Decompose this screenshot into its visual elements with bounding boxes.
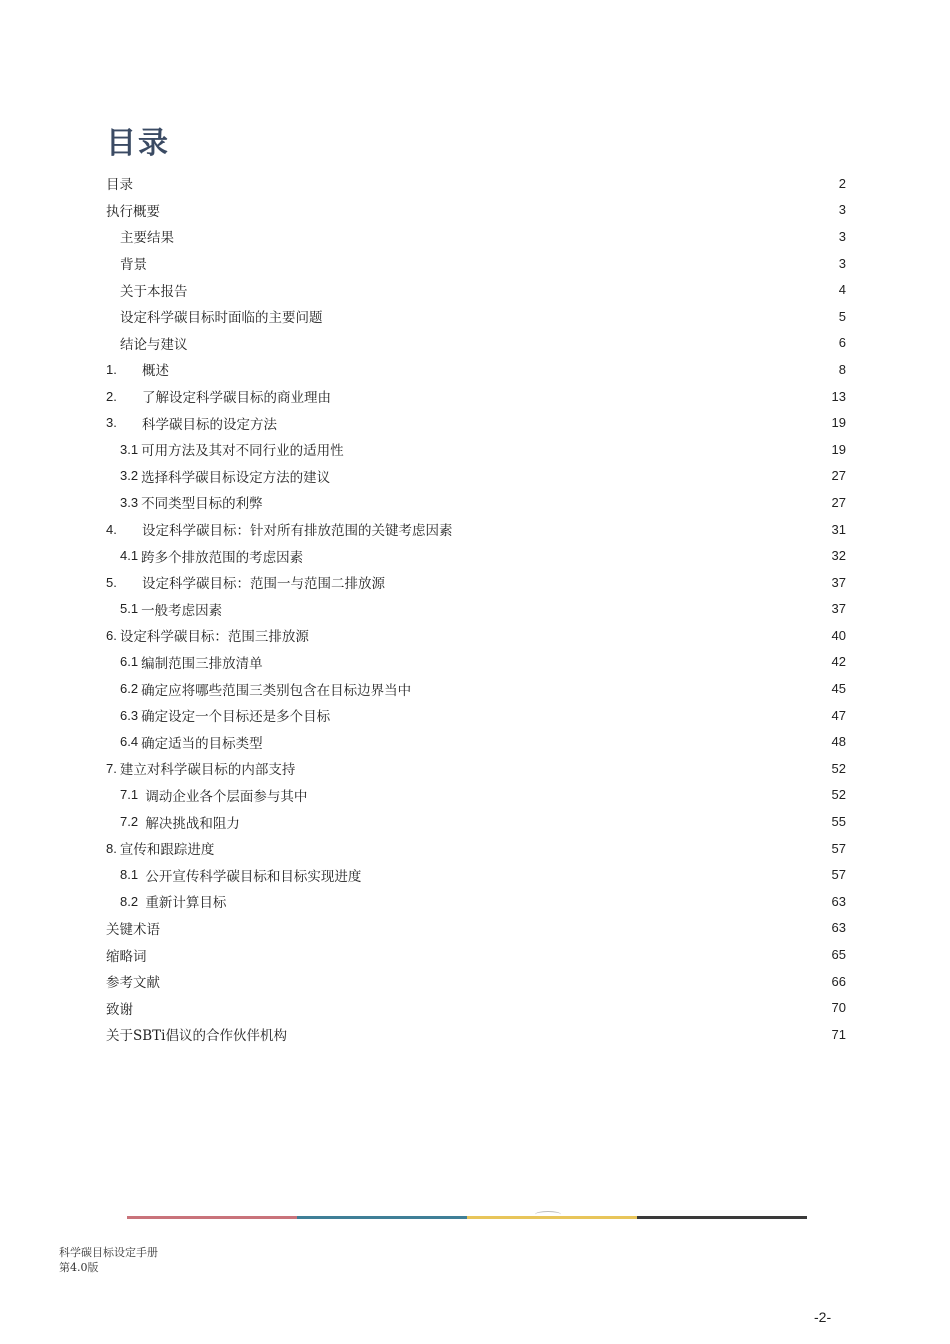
toc-entry-label xyxy=(106,359,169,379)
toc-entry-title: 确定适当的目标类型 xyxy=(141,735,263,752)
toc-entry-page: 40 xyxy=(831,627,846,643)
toc-entry[interactable] xyxy=(106,276,846,303)
toc-entry[interactable] xyxy=(106,915,846,942)
toc-entry-number: 2. xyxy=(106,388,117,404)
toc-entry[interactable] xyxy=(106,649,846,676)
toc-entry[interactable] xyxy=(106,330,846,357)
toc-entry-title: 不同类型目标的利弊 xyxy=(141,496,263,513)
toc-entry-label xyxy=(106,546,303,566)
toc-entry[interactable] xyxy=(106,702,846,729)
toc-entry-title: 执行概要 xyxy=(106,203,160,220)
footer-color-rule xyxy=(127,1216,807,1219)
toc-entry[interactable] xyxy=(106,223,846,250)
toc-entry-title: 解决挑战和阻力 xyxy=(141,815,240,832)
toc-entry[interactable] xyxy=(106,941,846,968)
toc-entry-page: 52 xyxy=(831,760,846,776)
toc-entry-title: 调动企业各个层面参与其中 xyxy=(141,788,308,805)
toc-entry-title: 公开宣传科学碳目标和目标实现进度 xyxy=(141,868,362,885)
toc-entry[interactable] xyxy=(106,489,846,516)
toc-entry-number: 6.4 xyxy=(120,734,139,750)
toc-entry-title: 致谢 xyxy=(106,1001,133,1018)
toc-entry[interactable] xyxy=(106,383,846,410)
toc-entry-label xyxy=(106,439,344,459)
toc-entry-title: 了解设定科学碳目标的商业理由 xyxy=(142,390,331,407)
toc-entry-title: 设定科学碳目标：针对所有排放范围的关键考虑因素 xyxy=(142,523,453,540)
toc-entry[interactable] xyxy=(106,303,846,330)
toc-entry-title: 目录 xyxy=(106,177,133,194)
toc-entry[interactable] xyxy=(106,994,846,1021)
toc-entry-title: 设定科学碳目标：范围三排放源 xyxy=(119,629,309,646)
toc-entry-label xyxy=(106,865,361,885)
toc-entry-title: 主要结果 xyxy=(120,230,174,247)
toc-entry-number: 3. xyxy=(106,415,117,431)
toc-entry-label xyxy=(106,333,188,353)
toc-entry-page: 8 xyxy=(838,361,846,377)
footer-version: 第4.0版 xyxy=(59,1261,99,1274)
toc-entry-label xyxy=(106,758,295,778)
rule-segment-2 xyxy=(297,1216,467,1219)
toc-entry-number: 3.2 xyxy=(120,468,139,484)
toc-entry-number: 4.1 xyxy=(120,548,139,564)
footer-doc-title: 科学碳目标设定手册 xyxy=(59,1246,158,1259)
toc-entry-label xyxy=(106,1024,287,1044)
toc-entry-title: 科学碳目标的设定方法 xyxy=(142,416,277,433)
toc-entry-number: 7. xyxy=(106,760,117,776)
toc-entry-number: 6.1 xyxy=(120,654,139,670)
toc-entry-number: 5.1 xyxy=(120,601,139,617)
toc-entry-page: 19 xyxy=(831,441,846,457)
toc-entry[interactable] xyxy=(106,675,846,702)
toc-entry-number: 3.1 xyxy=(120,441,139,457)
toc-entry[interactable] xyxy=(106,968,846,995)
toc-entry-page: 6 xyxy=(838,335,846,351)
toc-entry-label xyxy=(106,572,385,592)
toc-entry-number: 5. xyxy=(106,574,117,590)
toc-entry-page: 57 xyxy=(831,840,846,856)
footer-rule-ornament xyxy=(535,1211,561,1218)
toc-entry-page: 27 xyxy=(831,468,846,484)
toc-entry-title: 跨多个排放范围的考虑因素 xyxy=(141,549,304,566)
toc-entry-page: 42 xyxy=(831,654,846,670)
toc-entry-label xyxy=(106,732,263,752)
toc-entry-page: 13 xyxy=(831,388,846,404)
toc-entry-page: 19 xyxy=(831,415,846,431)
toc-entry-label xyxy=(106,466,330,486)
toc-entry-title: 设定科学碳目标：范围一与范围二排放源 xyxy=(142,576,385,593)
toc-entry-title: 编制范围三排放清单 xyxy=(141,655,263,672)
toc-entry-number: 4. xyxy=(106,521,117,537)
toc-entry-title: 宣传和跟踪进度 xyxy=(119,842,215,859)
toc-entry-title: 背景 xyxy=(120,257,147,274)
toc-entry[interactable] xyxy=(106,596,846,623)
toc-entry-page: 31 xyxy=(831,521,846,537)
toc-entry[interactable] xyxy=(106,782,846,809)
toc-entry-title: 一般考虑因素 xyxy=(141,602,223,619)
toc-entry-label xyxy=(106,785,307,805)
toc-entry[interactable] xyxy=(106,250,846,277)
toc-entry-number: 8.1 xyxy=(120,867,139,883)
toc-entry-label xyxy=(106,998,133,1018)
toc-entry-label xyxy=(106,599,222,619)
toc-entry-title: 选择科学碳目标设定方法的建议 xyxy=(141,469,331,486)
toc-entry-label xyxy=(106,679,411,699)
toc-entry-label xyxy=(106,173,133,193)
toc-entry-title: 关于本报告 xyxy=(120,283,188,300)
page-number: -2- xyxy=(814,1309,832,1325)
toc-entry-number: 8.2 xyxy=(120,893,139,909)
toc-entry-label xyxy=(106,306,323,326)
toc-entry-page: 3 xyxy=(838,202,846,218)
toc-entry[interactable] xyxy=(106,436,846,463)
toc-entry[interactable] xyxy=(106,197,846,224)
toc-entry[interactable] xyxy=(106,356,846,383)
toc-entry[interactable] xyxy=(106,622,846,649)
toc-entry-label xyxy=(106,705,330,725)
rule-segment-4 xyxy=(637,1216,807,1219)
toc-entry-title: 关于SBTi倡议的合作伙伴机构 xyxy=(106,1028,287,1045)
toc-entry[interactable] xyxy=(106,542,846,569)
toc-entry-page: 48 xyxy=(831,734,846,750)
toc-entry-page: 2 xyxy=(838,175,846,191)
toc-entry-page: 5 xyxy=(838,308,846,324)
toc-entry[interactable] xyxy=(106,861,846,888)
toc-entry-number: 6.2 xyxy=(120,681,139,697)
toc-entry-page: 32 xyxy=(831,548,846,564)
rule-segment-1 xyxy=(127,1216,297,1219)
toc-entry-page: 4 xyxy=(838,282,846,298)
toc-entry-label xyxy=(106,918,160,938)
toc-entry-title: 关键术语 xyxy=(106,921,160,938)
toc-entry-label xyxy=(106,625,309,645)
toc-entry-page: 3 xyxy=(838,255,846,271)
toc-entry-title: 缩略词 xyxy=(106,948,147,965)
toc-entry-page: 66 xyxy=(831,973,846,989)
toc-entry-number: 7.1 xyxy=(120,787,139,803)
toc-entry-page: 47 xyxy=(831,707,846,723)
toc-entry[interactable] xyxy=(106,755,846,782)
toc-entry[interactable] xyxy=(106,516,846,543)
toc-entry-label xyxy=(106,519,453,539)
toc-entry-page: 57 xyxy=(831,867,846,883)
toc-entry-page: 37 xyxy=(831,601,846,617)
toc-entry-title: 概述 xyxy=(142,363,169,380)
toc-entry-page: 71 xyxy=(831,1026,846,1042)
toc-entry-page: 70 xyxy=(831,1000,846,1016)
toc-entry-label xyxy=(106,945,147,965)
toc-entry-page: 27 xyxy=(831,494,846,510)
toc-entry[interactable] xyxy=(106,463,846,490)
toc-entry[interactable] xyxy=(106,170,846,197)
toc-entry-label xyxy=(106,838,214,858)
toc-entry-label xyxy=(106,413,277,433)
toc-entry-number: 6. xyxy=(106,627,117,643)
toc-entry-page: 3 xyxy=(838,228,846,244)
toc-entry-number: 7.2 xyxy=(120,814,139,830)
toc-entry[interactable] xyxy=(106,888,846,915)
toc-entry-page: 65 xyxy=(831,947,846,963)
toc-entry-page: 55 xyxy=(831,814,846,830)
toc-entry-page: 45 xyxy=(831,681,846,697)
toc-entry-title: 设定科学碳目标时面临的主要问题 xyxy=(120,310,323,327)
toc-entry[interactable] xyxy=(106,808,846,835)
footer-info xyxy=(59,1245,158,1275)
toc-entry-page: 63 xyxy=(831,893,846,909)
toc-entry-label xyxy=(106,226,174,246)
toc-entry-label xyxy=(106,386,331,406)
toc-entry-number: 1. xyxy=(106,361,117,377)
toc-entry[interactable] xyxy=(106,835,846,862)
toc-entry[interactable] xyxy=(106,728,846,755)
toc-entry-label xyxy=(106,280,188,300)
toc-entry-title: 结论与建议 xyxy=(120,336,188,353)
toc-entry[interactable] xyxy=(106,569,846,596)
toc-entry-label xyxy=(106,652,263,672)
toc-entry-title: 建立对科学碳目标的内部支持 xyxy=(119,762,296,779)
toc-entry-label xyxy=(106,492,263,512)
toc-entry-label xyxy=(106,971,160,991)
toc-entry[interactable] xyxy=(106,1021,846,1048)
table-of-contents xyxy=(106,170,846,1048)
toc-entry-title: 确定设定一个目标还是多个目标 xyxy=(141,709,331,726)
toc-entry-label xyxy=(106,253,147,273)
toc-entry-title: 参考文献 xyxy=(106,975,160,992)
toc-entry-number: 8. xyxy=(106,840,117,856)
toc-entry-number: 3.3 xyxy=(120,494,139,510)
toc-heading: 目录 xyxy=(106,126,170,161)
toc-entry[interactable] xyxy=(106,409,846,436)
toc-entry-page: 37 xyxy=(831,574,846,590)
toc-entry-title: 确定应将哪些范围三类别包含在目标边界当中 xyxy=(141,682,412,699)
toc-entry-label xyxy=(106,891,226,911)
toc-entry-label xyxy=(106,200,160,220)
toc-entry-label xyxy=(106,812,240,832)
toc-entry-page: 63 xyxy=(831,920,846,936)
toc-entry-page: 52 xyxy=(831,787,846,803)
toc-entry-number: 6.3 xyxy=(120,707,139,723)
toc-entry-title: 可用方法及其对不同行业的适用性 xyxy=(141,443,344,460)
toc-entry-title: 重新计算目标 xyxy=(141,895,227,912)
